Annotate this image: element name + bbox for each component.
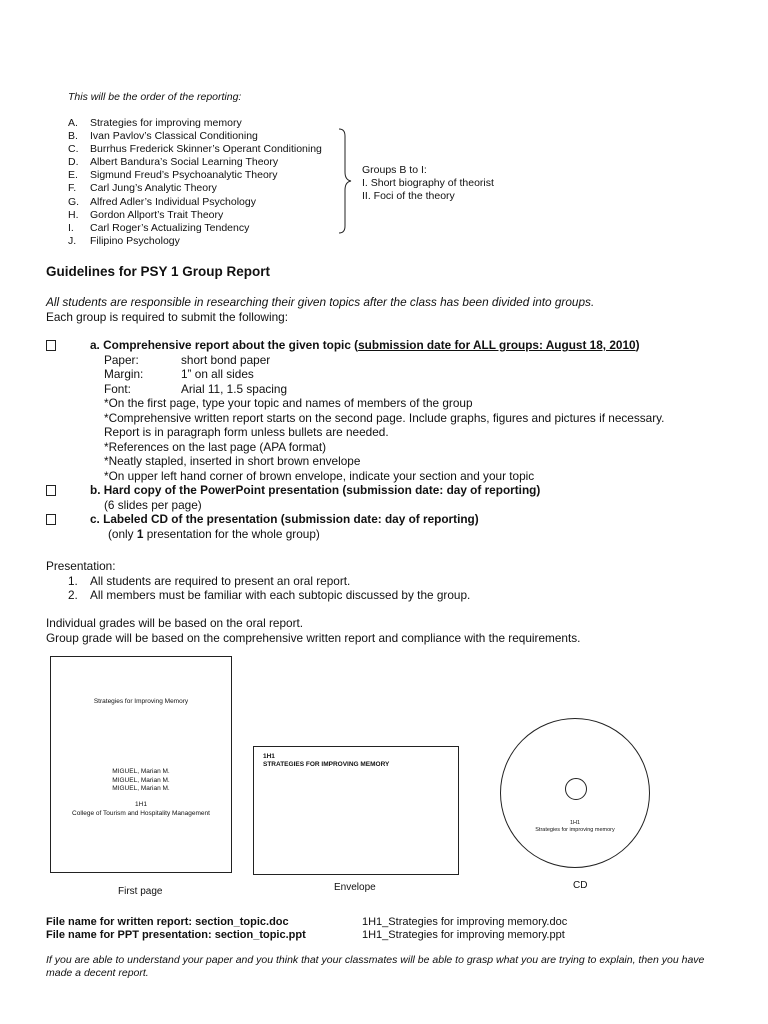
requirement-a-details: Paper: short bond paper Margin: 1” on all sides Font: Arial 11, 1.5 spacing *On the first page, type your topic and names of members of the group *Comprehensive written report starts on the second page. Include graphs, figures and pictures if necessary. Report is in paragraph form unless bullets are needed. *References on the last page (APA format) *Neatly stapled, inserted in short brown envelope *On upper left hand corner of brown envelope, indicate your section and your topic [104,352,665,483]
list-item: H. Gordon Allport’s Trait Theory [68,208,224,221]
first-page-caption: First page [118,886,163,897]
list-item: 2. All members must be familiar with each subtopic discussed by the group. [68,588,471,602]
cd-sample: 1H1 Strategies for improving memory [500,718,650,868]
curly-brace-icon [338,128,352,234]
cd-hole-icon [565,778,587,800]
list-item: A. Strategies for improving memory [68,117,242,129]
presentation-section: Presentation: 1. All students are required to present an oral report. 2. All members must be familiar with each subtopic discussed by the group. [46,559,471,602]
checkbox-icon [46,514,56,525]
requirements: a. Comprehensive report about the given topic (submission date for ALL groups: August 18, 2010) Paper: short bond paper Margin: 1” on all sides Font: Arial 11, 1.5 spacing *On the first page, type your topic and names of members of the group *Comprehensive written report starts on the second page. Include graphs, figures and pictures if necessary. Report is in paragraph form unless bullets are needed. *References on the last page (APA format) *Neatly stapled, inserted in short brown envelope *On upper left hand corner of brown envelope, indicate your section and your topic b. Hard copy of the PowerPoint presentation (submission date: day of reporting) (6 slides per page) c. Labeled CD of the presentation (submission date: day of reporting) (only 1 presentation for the whole group) [46,338,664,541]
list-item: J. Filipino Psychology [68,234,180,247]
requirement-b: b. Hard copy of the PowerPoint presentation (submission date: day of reporting) [46,483,664,498]
list-item: 1. All students are required to present an oral report. [68,573,351,588]
reporting-order-list [68,117,322,248]
grades-section: Individual grades will be based on the oral report. Group grade will be based on the comprehensive written report and compliance with the requirements. [46,616,581,645]
file-names: File name for written report: section_topic.doc 1H1_Strategies for improving memory.doc File name for PPT presentation: section_topic.ppt 1H1_Strategies for improving memory.ppt [46,916,568,941]
first-page-sample: Strategies for Improving Memory MIGUEL, Marian M. MIGUEL, Marian M. MIGUEL, Marian M. 1H1 College of Tourism and Hospitality Management [50,656,232,873]
list-item: C. Burrhus Frederick Skinner’s Operant Conditioning [68,143,322,156]
requirement-a: a. Comprehensive report about the given topic (submission date for ALL groups: August 18, 2010) [46,338,664,353]
list-item: I. Carl Roger’s Actualizing Tendency [68,221,250,234]
envelope-caption: Envelope [334,882,376,893]
list-item: E. Sigmund Freud’s Psychoanalytic Theory [68,169,278,182]
list-item: F. Carl Jung’s Analytic Theory [68,182,217,195]
list-item: D. Albert Bandura’s Social Learning Theory [68,156,279,169]
groups-note: Groups B to I: I. Short biography of theorist II. Foci of the theory [362,164,494,202]
list-item: B. Ivan Pavlov’s Classical Conditioning [68,130,258,143]
intro-text: This will be the order of the reporting: [68,91,242,103]
closing-note: If you are able to understand your paper and you think that your classmates will be able to grasp what you are trying to explain, then you have made a decent report. [46,954,705,979]
checkbox-icon [46,340,56,351]
requirement-c: c. Labeled CD of the presentation (submission date: day of reporting) [46,512,664,527]
checkbox-icon [46,485,56,496]
responsibility-text: All students are responsible in researching their given topics after the class has been divided into groups. Each group is required to submit the following: [46,295,595,324]
list-item: G. Alfred Adler’s Individual Psychology [68,195,256,208]
cd-caption: CD [573,880,588,891]
envelope-sample: 1H1 STRATEGIES FOR IMPROVING MEMORY [253,746,459,875]
page-title: Guidelines for PSY 1 Group Report [46,264,271,279]
